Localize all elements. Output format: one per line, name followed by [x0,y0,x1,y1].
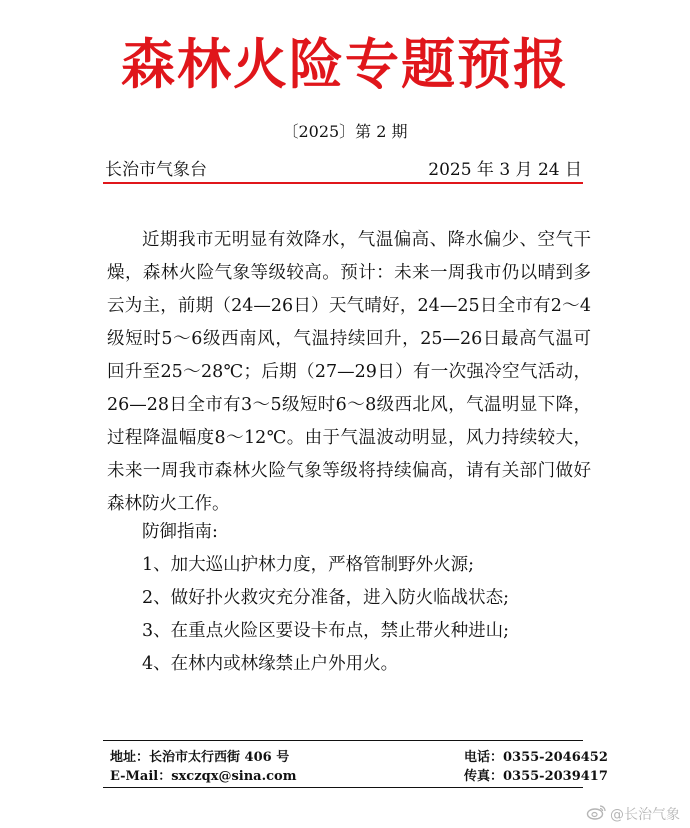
guide-list [142,549,509,681]
watermark [586,804,680,826]
forecast-paragraph: 近期我市无明显有效降水，气温偏高、降水偏少、空气干燥，森林火险气象等级较高。预计：未来一周我市仍以晴到多云为主，前期（24—26日）天气晴好，24—25日全市有2～4级短时5～6级西南风，气温持续回升，25—26日最高气温可回升至25～28℃；后期（27—29日）有一次强冷空气活动，26—28日全市有3～5级短时6～8级西北风，气温明显下降，过程降温幅度8～12℃。由于气温波动明显，风力持续较大，未来一周我市森林火险气象等级将持续偏高，请有关部门做好森林防火工作。 [107,230,591,514]
guide-item: 2、做好扑火救灾充分准备，进入防火临战状态; [142,588,510,608]
footer-fax: 传真：0355-2039417 [464,769,608,784]
weibo-icon [586,804,606,826]
guide-item: 4、在林内或林缘禁止户外用火。 [142,654,399,674]
guide-item: 3、在重点火险区要设卡布点，禁止带火种进山; [142,621,510,641]
guide-title: 防御指南: [142,522,218,542]
footer-phone: 电话：0355-2046452 [464,750,608,765]
issue-number: 〔2025〕第 2 期 [282,122,408,141]
guide-item: 1、加大巡山护林力度，严格管制野外火源; [142,555,475,575]
issue-date: 2025 年 3 月 24 日 [428,160,582,180]
issuer-name: 长治市气象台 [105,160,207,180]
footer-address: 地址：长治市太行西街 406 号 [110,750,290,765]
watermark-text: @长治气象 [610,807,680,823]
page-title: 森林火险专题预报 [121,33,569,96]
footer-divider-bottom [103,787,583,788]
red-divider [103,182,583,184]
footer-divider-top [103,740,583,741]
footer-email: E-Mail：sxczqx@sina.com [110,769,297,784]
